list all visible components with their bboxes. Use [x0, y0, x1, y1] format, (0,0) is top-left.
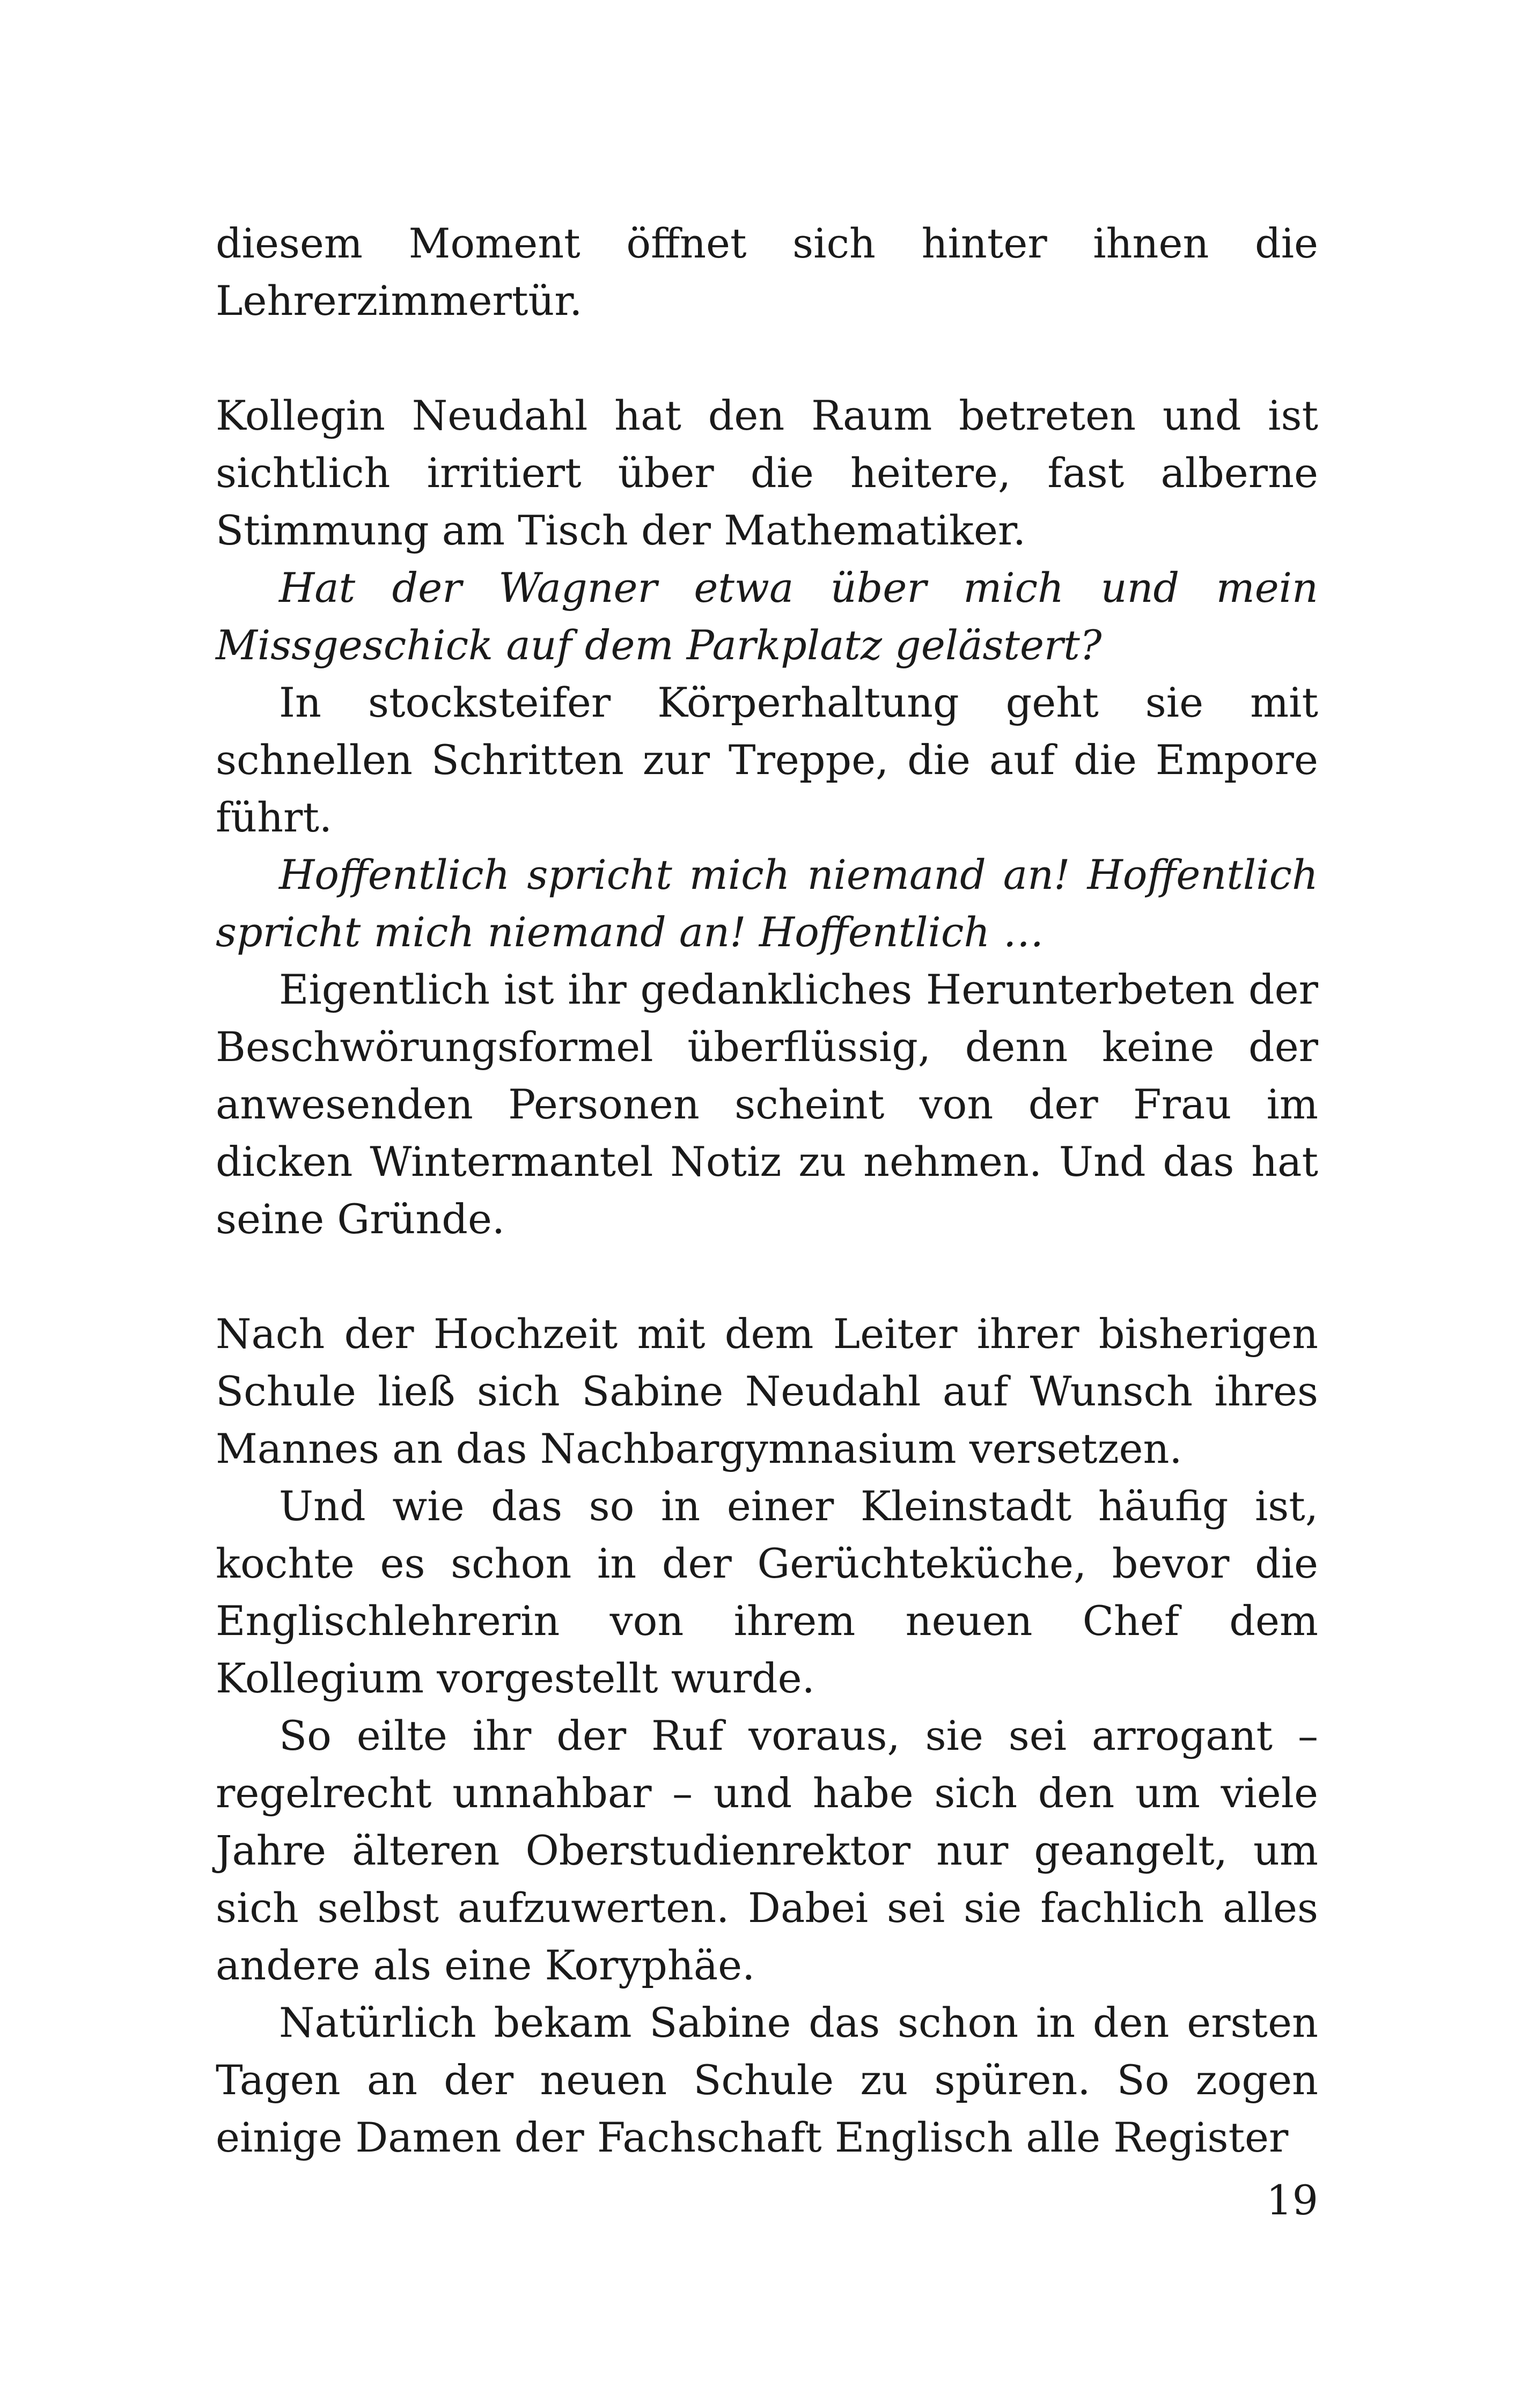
paragraph-8: Und wie das so in einer Kleinstadt häufig ist, kochte es schon in der Gerüchteküche, bevor die Englischlehrerin von ihrem neuen Chef dem Kollegium vorgestellt wurde. — [216, 1482, 1318, 1702]
paragraph-7: Nach der Hochzeit mit dem Leiter ihrer bisherigen Schule ließ sich Sabine Neudahl auf Wunsch ihres Mannes an das Nachbargymnasium versetzen. — [216, 1310, 1318, 1472]
paragraph-6: Eigentlich ist ihr gedankliches Herunterbeten der Beschwörungsformel überflüssig, denn keine der anwesenden Personen scheint von der Frau im dicken Wintermantel Notiz zu nehmen. Und das hat seine Gründe. — [216, 966, 1318, 1243]
paragraph-9: So eilte ihr der Ruf voraus, sie sei arrogant – regelrecht unnahbar – und habe sich den um viele Jahre älteren Oberstudienrektor nur geangelt, um sich selbst aufzuwerten. Dabei sei sie fachlich alles andere als eine Koryphäe. — [216, 1712, 1318, 1989]
paragraph-4: In stocksteifer Körperhaltung geht sie mit schnellen Schritten zur Treppe, die auf die Empore führt. — [216, 679, 1318, 841]
paragraph-5-thought: Hoffentlich spricht mich niemand an! Hoffentlich spricht mich niemand an! Hoffentlich … — [216, 851, 1318, 956]
paragraph-10: Natürlich bekam Sabine das schon in den ersten Tagen an der neuen Schule zu spüren. So zogen einige Damen der Fachschaft Englisch alle Register — [216, 1999, 1318, 2161]
body-text — [216, 215, 1318, 2166]
paragraph-1: diesem Moment öffnet sich hinter ihnen die Lehrerzimmertür. — [216, 219, 1318, 325]
paragraph-2: Kollegin Neudahl hat den Raum betreten und ist sichtlich irritiert über die heitere, fast alberne Stimmung am Tisch der Mathematiker. — [216, 392, 1318, 554]
paragraph-3-thought: Hat der Wagner etwa über mich und mein Missgeschick auf dem Parkplatz gelästert? — [216, 564, 1318, 669]
page-number: 19 — [1266, 2176, 1318, 2224]
